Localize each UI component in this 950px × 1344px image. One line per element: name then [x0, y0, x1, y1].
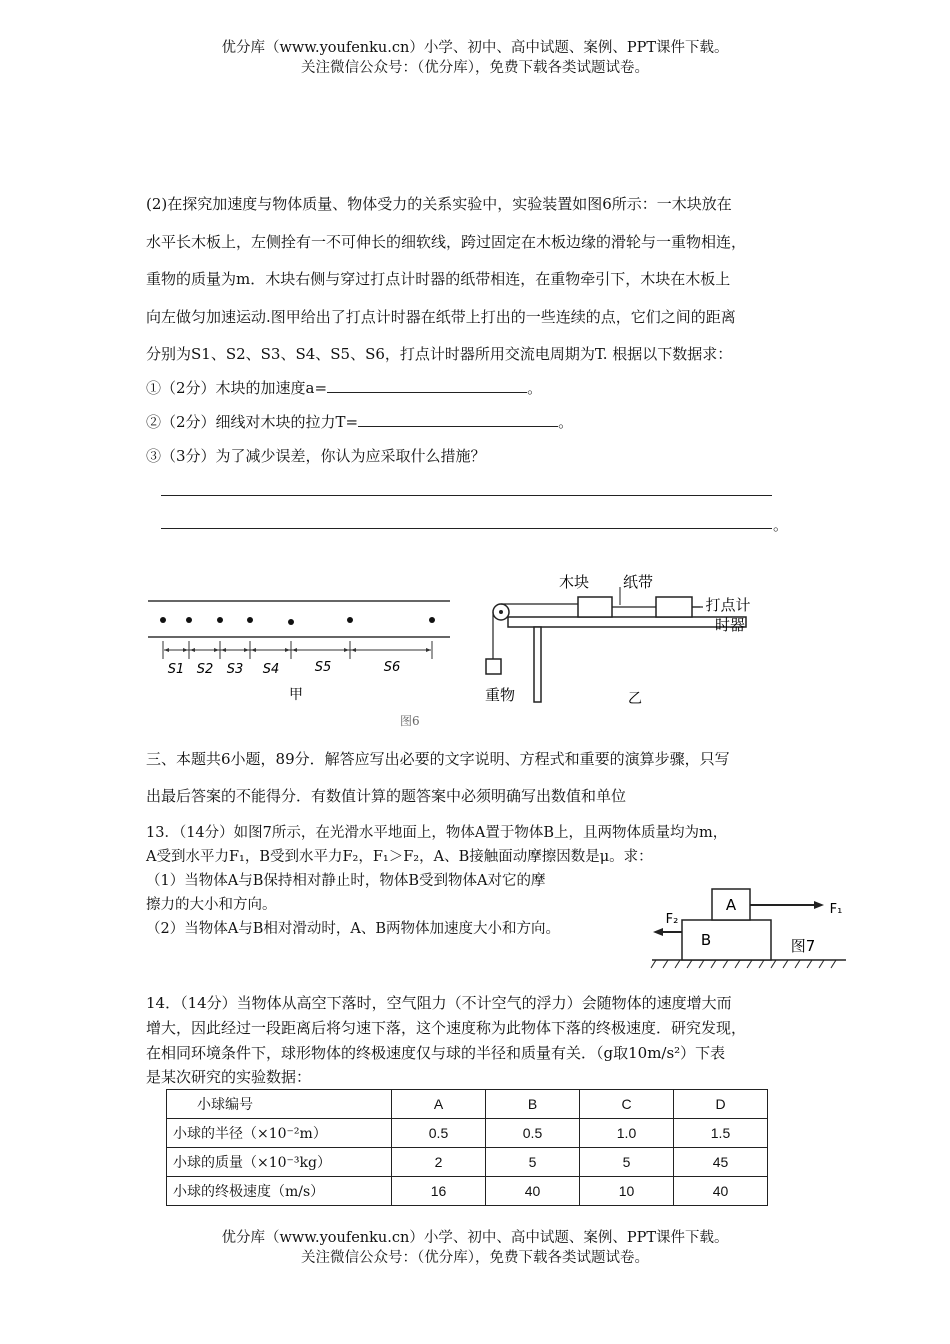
q2-item-2-text: ②（2分）细线对木块的拉力T= — [146, 413, 359, 431]
tension-answer-blank[interactable] — [358, 412, 558, 427]
table-row — [167, 1148, 768, 1177]
footer-line-2: 关注微信公众号：（优分库），免费下载各类试题试卷。 — [301, 1250, 649, 1266]
table-cell: 45 — [674, 1148, 768, 1177]
q2-item-1 — [146, 377, 542, 398]
table-row — [167, 1119, 768, 1148]
table-cell: 5 — [486, 1148, 580, 1177]
table-header-row — [167, 1090, 768, 1119]
header-line-2: 关注微信公众号：（优分库），免费下载各类试题试卷。 — [301, 60, 649, 76]
q13-line-4: 擦力的大小和方向。 — [146, 897, 277, 913]
q2-item-3: ③（3分）为了减少误差，你认为应采取什么措施？ — [146, 447, 486, 465]
q14-line-1: 14．（14分）当物体从高空下落时，空气阻力（不计空气的浮力）会随物体的速度增大而 — [146, 994, 732, 1012]
dot-2 — [217, 617, 223, 623]
figure-6-yi — [470, 565, 770, 715]
acceleration-answer-blank[interactable] — [327, 378, 527, 393]
dot-1 — [186, 617, 192, 623]
q2-item-1-text: ①（2分）木块的加速度a= — [146, 379, 328, 397]
q13-line-3: （1）当物体A与B保持相对静止时，物体B受到物体A对它的摩 — [146, 873, 546, 889]
figure-yi-label: 乙 — [628, 691, 642, 707]
table-header-cell: C — [580, 1090, 674, 1119]
section3-line-1: 三、本题共6小题，89分．解答应写出必要的文字说明、方程式和重要的演算步骤，只写 — [146, 750, 730, 768]
answer-line-2[interactable] — [161, 528, 772, 529]
block-b-label: B — [700, 931, 712, 949]
q2-line-1: (2)在探究加速度与物体质量、物体受力的关系实验中，实验装置如图6所示：一木块放在 — [146, 195, 732, 213]
table-header-cell: 小球编号 — [167, 1090, 392, 1119]
segment-label-s3: S3 — [226, 662, 244, 677]
segment-label-s5: S5 — [314, 660, 332, 675]
segment-label-s2: S2 — [196, 662, 214, 677]
q13-line-2: A受到水平力F₁，B受到水平力F₂，F₁＞F₂，A、B接触面动摩擦因数是μ。求： — [146, 849, 653, 865]
experiment-data-table — [166, 1089, 768, 1206]
q2-line-4: 向左做匀加速运动.图甲给出了打点计时器在纸带上打出的一些连续的点，它们之间的距离 — [146, 308, 736, 326]
block-label: 木块 — [558, 573, 590, 591]
timer-label-1: 打点计 — [705, 596, 751, 614]
table-row-label: 小球的终极速度（m/s） — [167, 1177, 392, 1206]
footer-line-1: 优分库（www.youfenku.cn）小学、初中、高中试题、案例、PPT课件下载。 — [221, 1230, 729, 1246]
q14-line-3: 在相同环境条件下，球形物体的终极速度仅与球的半径和质量有关．（g取10m/s²）下表 — [146, 1044, 726, 1062]
q2-line-3: 重物的质量为m．木块右侧与穿过打点计时器的纸带相连，在重物牵引下，木块在木板上 — [146, 270, 731, 288]
header-line-1: 优分库（www.youfenku.cn）小学、初中、高中试题、案例、PPT课件下载。 — [221, 40, 729, 56]
timer-box — [656, 597, 692, 617]
segment-label-s1: S1 — [167, 662, 185, 677]
dot-0 — [160, 617, 166, 623]
table-row — [167, 1177, 768, 1206]
answer-line-1[interactable] — [161, 495, 772, 496]
q13-line-5: （2）当物体A与B相对滑动时，A、B两物体加速度大小和方向。 — [146, 921, 560, 937]
table-row-label: 小球的半径（×10⁻²m） — [167, 1119, 392, 1148]
figure-6-jia — [146, 575, 452, 710]
table-cell: 1.5 — [674, 1119, 768, 1148]
table-cell: 40 — [674, 1177, 768, 1206]
q2-item-1-end: 。 — [527, 379, 543, 397]
answer-end-mark: 。 — [773, 516, 789, 534]
dot-6 — [429, 617, 435, 623]
table-cell: 0.5 — [392, 1119, 486, 1148]
table-header-cell: B — [486, 1090, 580, 1119]
table-cell: 5 — [580, 1148, 674, 1177]
q13-line-1: 13．（14分）如图7所示，在光滑水平地面上，物体A置于物体B上，且两物体质量均为m， — [146, 825, 728, 841]
wooden-block — [578, 597, 612, 617]
long-board — [508, 617, 746, 627]
q14-line-4: 是某次研究的实验数据： — [146, 1068, 312, 1086]
table-cell: 0.5 — [486, 1119, 580, 1148]
segment-label-s6: S6 — [383, 660, 401, 675]
table-header-cell: A — [392, 1090, 486, 1119]
table-cell: 2 — [392, 1148, 486, 1177]
tape-label: 纸带 — [622, 573, 654, 591]
table-row-label: 小球的质量（×10⁻³kg） — [167, 1148, 392, 1177]
block-a-label: A — [725, 896, 737, 914]
table-cell: 16 — [392, 1177, 486, 1206]
dot-5 — [347, 617, 353, 623]
segment-label-s4: S4 — [262, 662, 280, 677]
table-cell: 40 — [486, 1177, 580, 1206]
q14-line-2: 增大，因此经过一段距离后将匀速下落，这个速度称为此物体下落的终极速度．研究发现， — [146, 1019, 747, 1037]
table-cell: 1.0 — [580, 1119, 674, 1148]
dot-3 — [247, 617, 253, 623]
hanging-weight — [486, 659, 501, 674]
timer-label-2: 时器 — [714, 616, 746, 634]
f1-label: F₁ — [829, 902, 843, 917]
figure-7-caption: 图7 — [790, 937, 816, 955]
f2-label: F₂ — [665, 912, 679, 927]
section3-line-2: 出最后答案的不能得分．有数值计算的题答案中必须明确写出数值和单位 — [146, 787, 627, 805]
block-b — [682, 920, 771, 960]
q2-item-2 — [146, 411, 573, 432]
table-header-cell: D — [674, 1090, 768, 1119]
table-cell: 10 — [580, 1177, 674, 1206]
figure-6-caption: 图6 — [400, 714, 420, 728]
q2-line-5: 分别为S1、S2、S3、S4、S5、S6，打点计时器所用交流电周期为T. 根据以下数据求： — [146, 345, 733, 363]
q2-line-2: 水平长木板上，左侧拴有一不可伸长的细软线，跨过固定在木板边缘的滑轮与一重物相连， — [146, 233, 747, 251]
weight-label: 重物 — [484, 686, 516, 704]
figure-7 — [648, 883, 848, 973]
dot-4 — [288, 619, 294, 625]
table-leg — [534, 627, 541, 702]
q2-item-2-end: 。 — [558, 413, 574, 431]
figure-jia-label: 甲 — [289, 687, 303, 703]
